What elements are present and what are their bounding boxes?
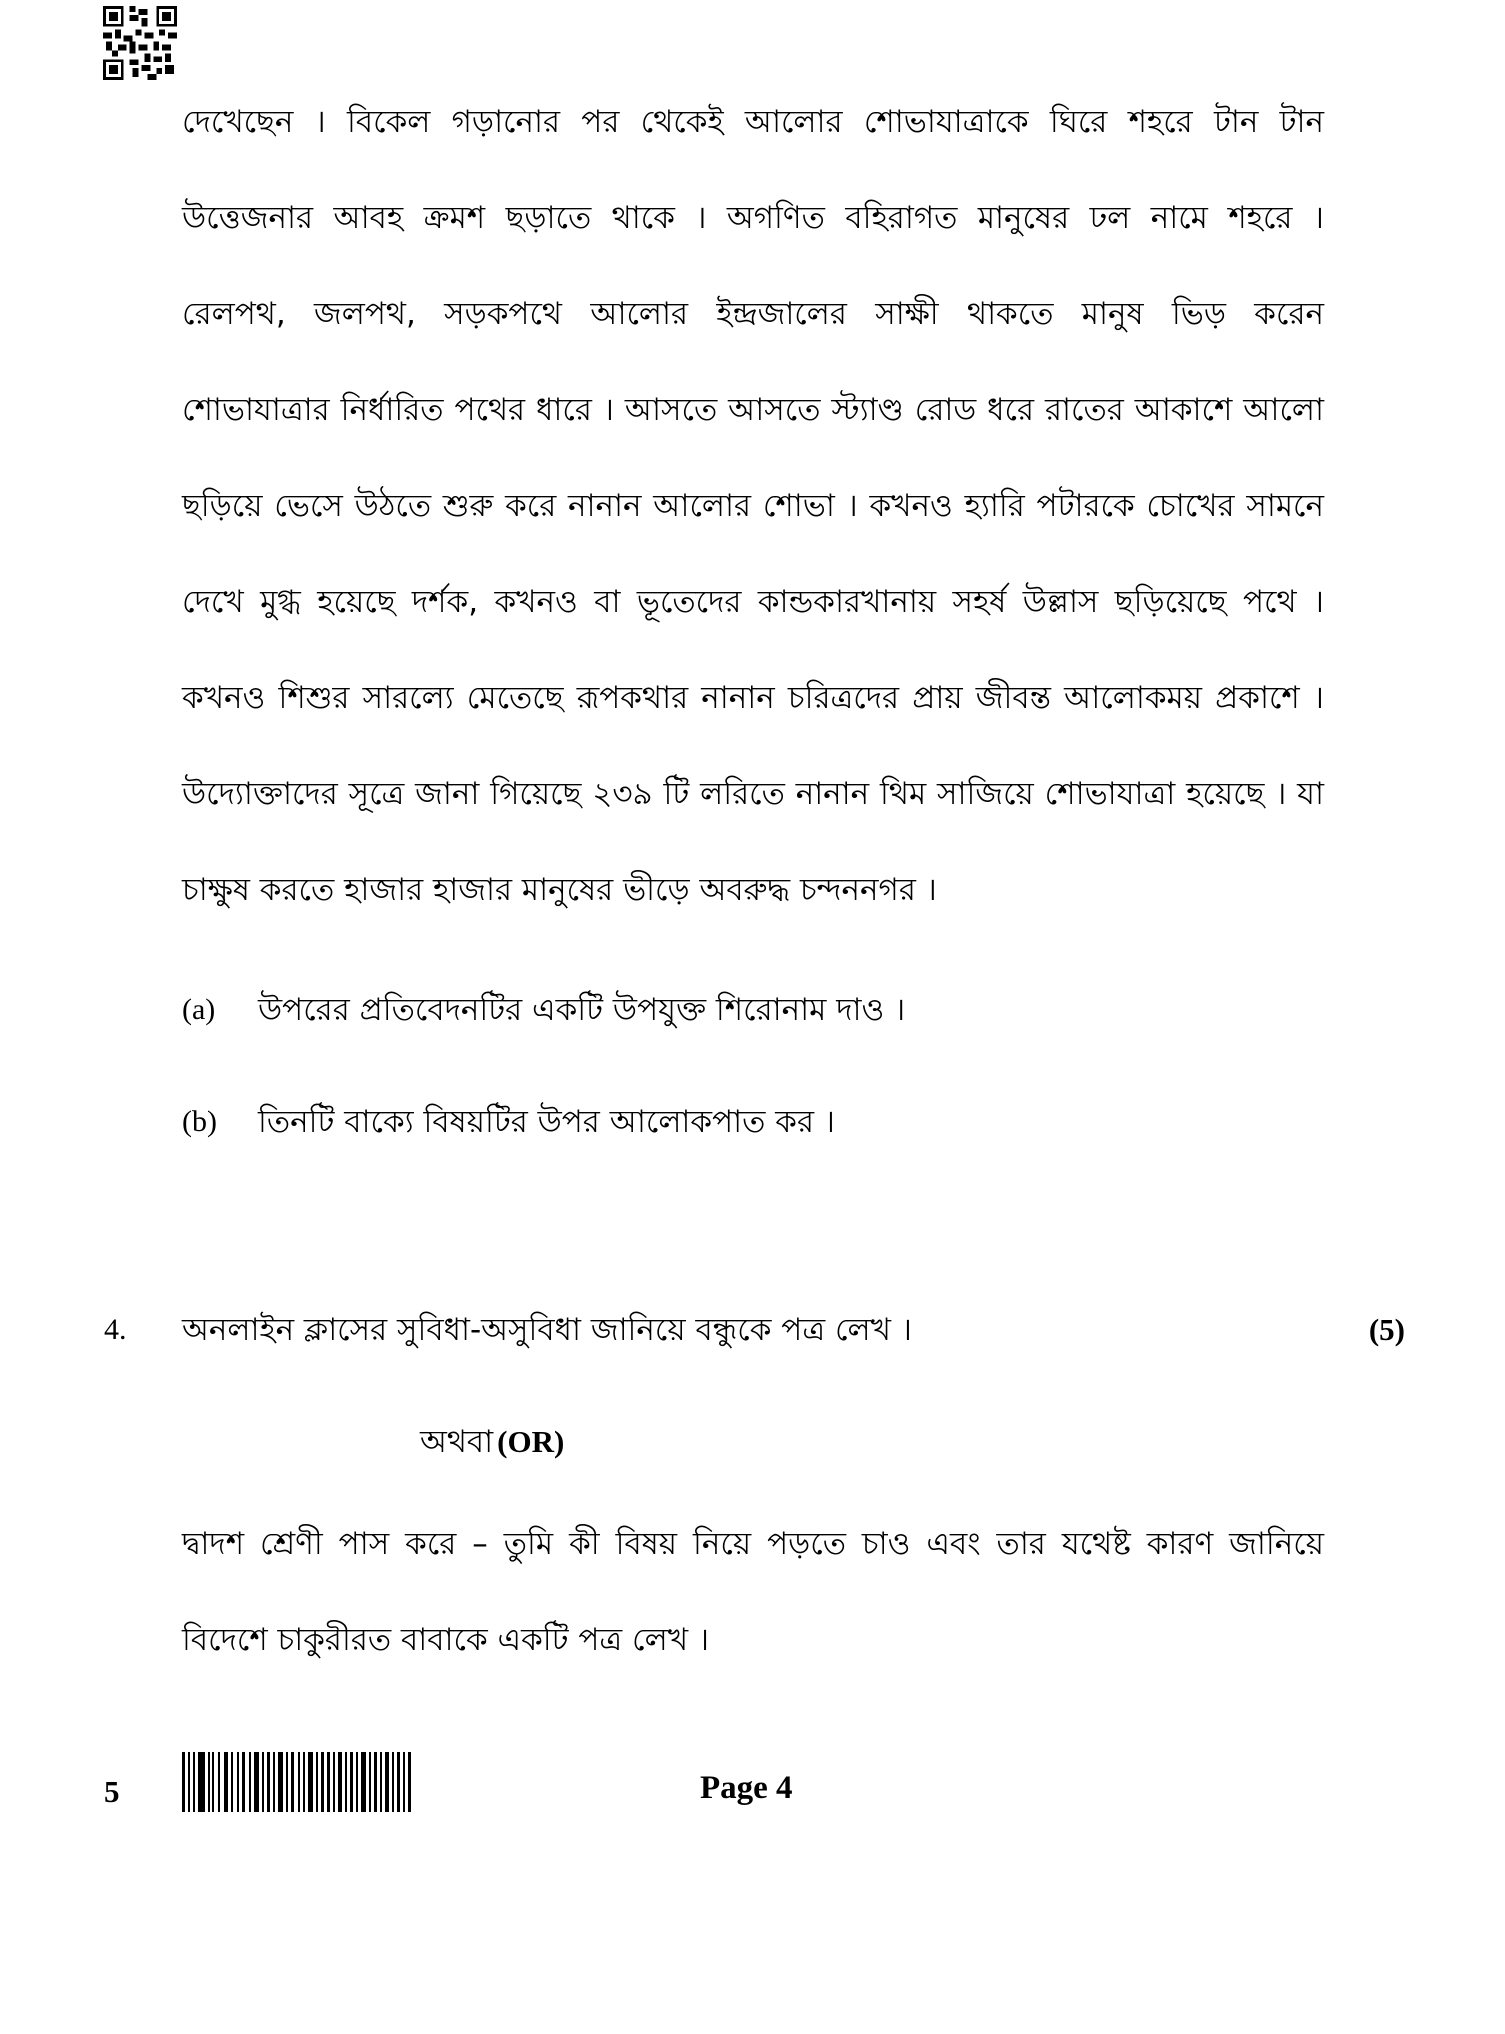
passage-line: দেখেছেন । বিকেল গড়ানোর পর থেকেই আলোর শোভাযাত্রাকে ঘিরে শহরে টান টান (182, 104, 1324, 140)
question-number: 4. (104, 1313, 127, 1346)
passage-line: দেখে মুগ্ধ হয়েছে দর্শক, কখনও বা ভূতেদের কান্ডকারখানায় সহর্ষ উল্লাস ছড়িয়েছে পথে । (182, 584, 1324, 620)
passage-line: রেলপথ, জলপথ, সড়কপথে আলোর ইন্দ্রজালের সাক্ষী থাকতে মানুষ ভিড় করেন (182, 296, 1324, 332)
page-number: Page 4 (700, 1770, 793, 1806)
question-marks: (5) (1368, 1312, 1405, 1347)
subquestion-label: (a) (182, 993, 216, 1026)
alternative-question-line: বিদেশে চাকুরীরত বাবাকে একটি পত্র লেখ । (182, 1622, 710, 1658)
subquestion-label: (b) (182, 1105, 217, 1138)
passage-line: ছড়িয়ে ভেসে উঠতে শুরু করে নানান আলোর শোভা । কখনও হ্যারি পটারকে চোখের সামনে (182, 488, 1324, 524)
question-text: অনলাইন ক্লাসের সুবিধা-অসুবিধা জানিয়ে বন্ধুকে পত্র লেখ । (182, 1312, 912, 1348)
alternative-question-line: দ্বাদশ শ্রেণী পাস করে – তুমি কী বিষয় নিয়ে পড়তে চাও এবং তার যথেষ্ট কারণ জানিয়ে (182, 1526, 1324, 1562)
or-label-bengali: অথবা (420, 1424, 494, 1460)
or-divider (420, 1422, 564, 1462)
qr-code-icon (102, 6, 178, 80)
subquestion-text: তিনটি বাক্যে বিষয়টির উপর আলোকপাত কর । (258, 1104, 835, 1140)
passage-line: কখনও শিশুর সারল্যে মেতেছে রূপকথার নানান চরিত্রদের প্রায় জীবন্ত আলোকময় প্রকাশে । (182, 680, 1324, 716)
passage-line: উত্তেজনার আবহ ক্রমশ ছড়াতে থাকে । অগণিত বহিরাগত মানুষের ঢল নামে শহরে । (182, 200, 1324, 236)
passage-line: উদ্যোক্তাদের সূত্রে জানা গিয়েছে ২৩৯ টি লরিতে নানান থিম সাজিয়ে শোভাযাত্রা হয়েছে । যা (182, 776, 1324, 812)
barcode-icon (182, 1752, 414, 1812)
or-label-english: (OR) (497, 1424, 565, 1459)
passage-line: চাক্ষুষ করতে হাজার হাজার মানুষের ভীড়ে অবরুদ্ধ চন্দননগর । (182, 872, 937, 908)
footer-code: 5 (104, 1774, 120, 1809)
passage-line: শোভাযাত্রার নির্ধারিত পথের ধারে । আসতে আসতে স্ট্যাণ্ড রোড ধরে রাতের আকাশে আলো (182, 392, 1324, 428)
subquestion-text: উপরের প্রতিবেদনটির একটি উপযুক্ত শিরোনাম দাও । (258, 992, 906, 1028)
